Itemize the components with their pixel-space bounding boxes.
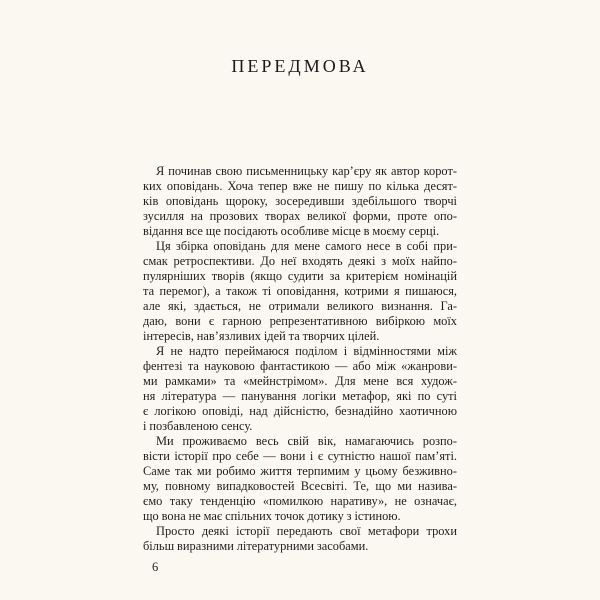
text-line: Ми проживаємо весь свій вік, намагаючись розпо-	[156, 434, 457, 448]
text-line: даю, вони є гарною репрезентативною вибіркою моїх	[143, 314, 457, 328]
paragraph	[143, 164, 457, 239]
text-line: Я не надто переймаюся поділом і відмінностями між	[156, 344, 457, 358]
text-line: інтересів, нав’язливих ідей та творчих цілей.	[143, 329, 380, 343]
page-number: 6	[152, 560, 159, 574]
text-line: що вона не має спільних точок дотику з істиною.	[143, 509, 401, 523]
paragraph	[143, 524, 457, 554]
text-line: та перемог), а також ті оповідання, котрими я пишаюся,	[143, 284, 457, 298]
text-line: Просто деякі історії передають свої метафори трохи	[156, 524, 457, 538]
text-line: ків оповідань щороку, зосередивши здебільшого творчі	[143, 194, 457, 208]
text-line: і позбавленою сенсу.	[143, 419, 253, 433]
text-line: смак ретроспективи. До неї входять деякі з моїх найпо-	[143, 254, 457, 268]
text-line: Ця збірка оповідань для мене самого несе в собі при-	[156, 239, 457, 253]
text-line: вісти історії про себе — вони і є сутністю нашої пам’яті.	[143, 449, 457, 463]
text-line: є логікою оповіді, над дійсністю, безнадійно хаотичною	[143, 404, 457, 418]
text-line: ми рамками» та «мейнстрімом». Для мене вся худож-	[143, 374, 457, 388]
text-line: Я починав свою письменницьку кар’єру як автор корот-	[156, 164, 457, 178]
paragraph	[143, 434, 457, 524]
text-line: пулярніших творів (якщо судити за критерієм номінацій	[143, 269, 457, 283]
text-line: відання все ще посідають особливе місце в моєму серці.	[143, 224, 440, 238]
text-line: фентезі та науковою фантастикою — або між «жанрови-	[143, 359, 457, 373]
paragraph	[143, 344, 457, 434]
text-line: більш виразними літературними засобами.	[143, 539, 369, 553]
text-line: зусилля на прозових творах великої форми, проте опо-	[143, 209, 457, 223]
text-line: Саме так ми робимо життя терпимим у цьому безживно-	[143, 464, 457, 478]
paragraph	[143, 239, 457, 344]
text-line: ня література — панування логіки метафор, які по суті	[143, 389, 457, 403]
text-line: ємо таку тенденцію «помилкою наративу», не означає,	[143, 494, 457, 508]
text-line: але які, здається, не отримали великого визнання. Га-	[143, 299, 457, 313]
preface-text	[143, 164, 457, 554]
chapter-title: ПЕРЕДМОВА	[231, 56, 369, 77]
text-line: му, повному випадковостей Всесвіті. Те, що ми назива-	[143, 479, 457, 493]
text-line: ких оповідань. Хоча тепер вже не пишу по кілька десят-	[143, 179, 457, 193]
